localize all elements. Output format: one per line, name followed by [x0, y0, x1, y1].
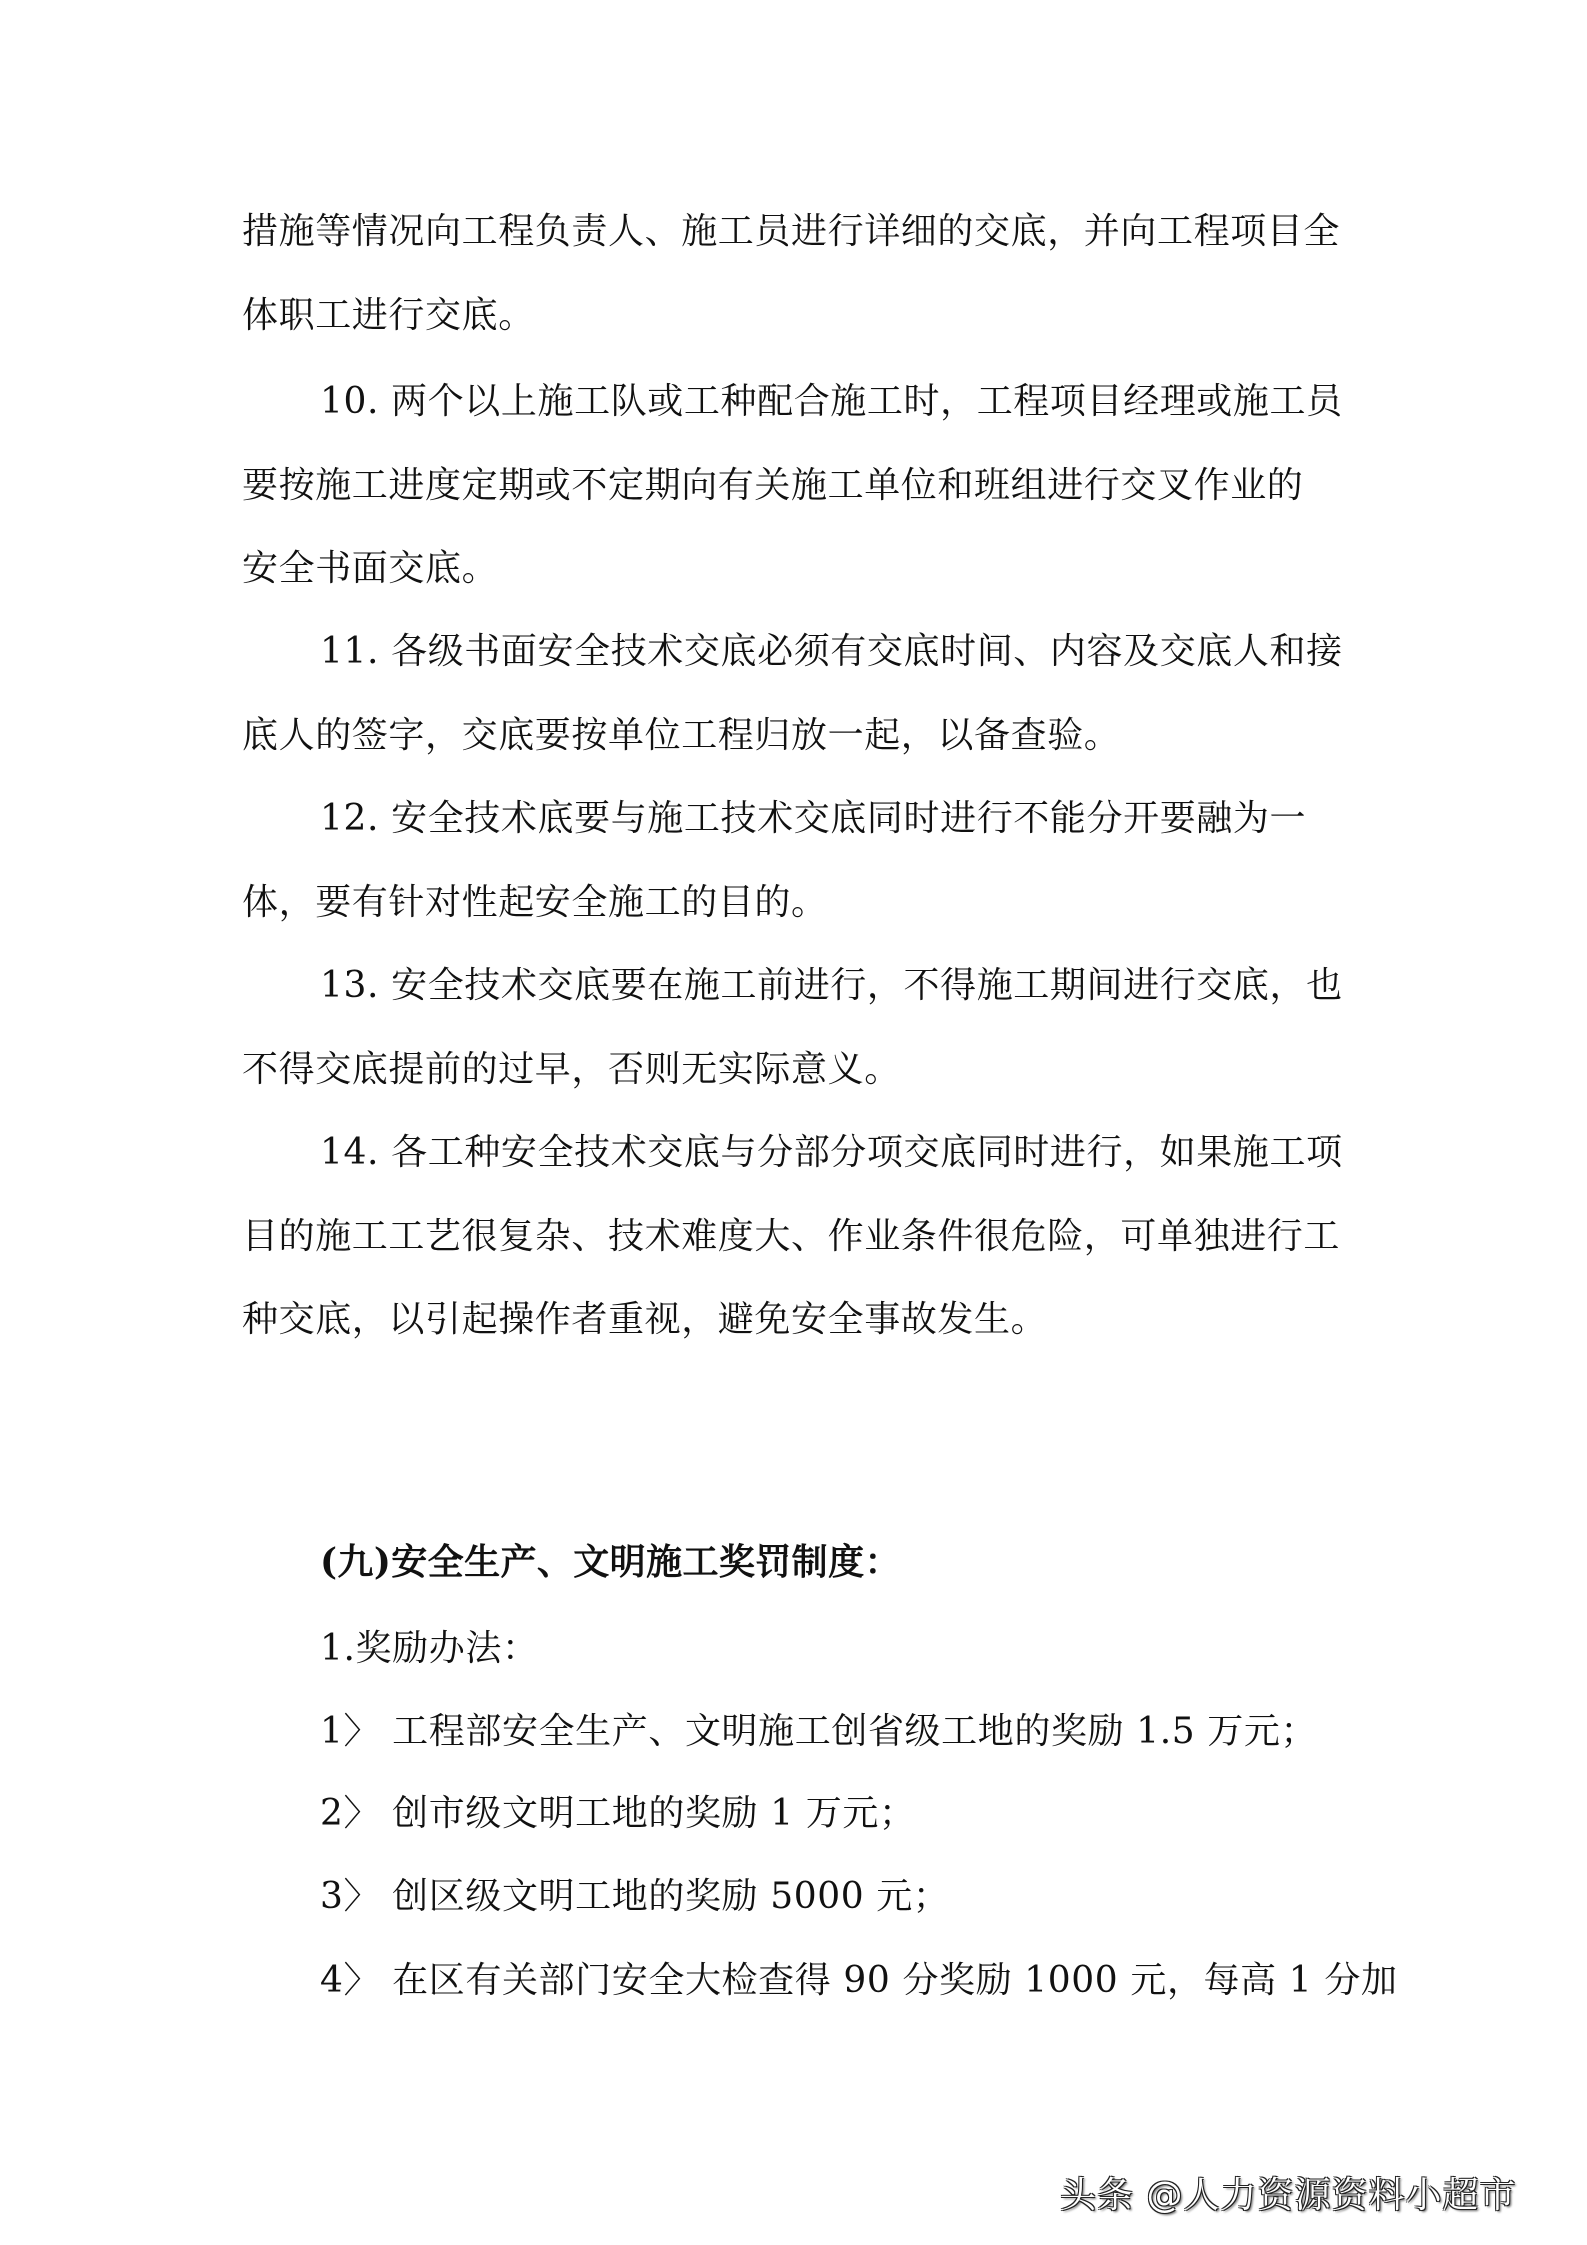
reward-item-4: 4〉 在区有关部门安全大检查得 90 分奖励 1000 元，每高 1 分加 — [320, 1960, 1398, 2001]
watermark-label: 头条 @人力资源资料小超市 — [1060, 2175, 1517, 2216]
clause-11: 11. 各级书面安全技术交底必须有交底时间、内容及交底人和接 — [320, 631, 1343, 672]
body-line: 体职工进行交底。 — [242, 295, 535, 336]
clause-14: 14. 各工种安全技术交底与分部分项交底同时进行，如果施工项 — [320, 1132, 1343, 1173]
body-line: 措施等情况向工程负责人、施工员进行详细的交底，并向工程项目全 — [242, 211, 1341, 252]
reward-item-3: 3〉 创区级文明工地的奖励 5000 元； — [320, 1876, 950, 1917]
section-subheading: 1.奖励办法： — [320, 1628, 539, 1669]
clause-12: 12. 安全技术底要与施工技术交底同时进行不能分开要融为一 — [320, 798, 1307, 839]
clause-13: 13. 安全技术交底要在施工前进行，不得施工期间进行交底，也 — [320, 965, 1343, 1006]
section-heading: (九)安全生产、文明施工奖罚制度： — [320, 1541, 901, 1583]
clause-10: 10. 两个以上施工队或工种配合施工时，工程项目经理或施工员 — [320, 381, 1343, 422]
body-line: 种交底，以引起操作者重视，避免安全事故发生。 — [242, 1299, 1048, 1340]
reward-item-1: 1〉 工程部安全生产、文明施工创省级工地的奖励 1.5 万元； — [320, 1711, 1318, 1752]
body-line: 要按施工进度定期或不定期向有关施工单位和班组进行交叉作业的 — [242, 465, 1304, 506]
body-line: 不得交底提前的过早，否则无实际意义。 — [242, 1049, 901, 1090]
body-line: 底人的签字，交底要按单位工程归放一起，以备查验。 — [242, 715, 1121, 756]
body-line: 体，要有针对性起安全施工的目的。 — [242, 882, 828, 923]
body-line: 目的施工工艺很复杂、技术难度大、作业条件很危险，可单独进行工 — [242, 1216, 1341, 1257]
body-line: 安全书面交底。 — [242, 548, 499, 589]
reward-item-2: 2〉 创市级文明工地的奖励 1 万元； — [320, 1793, 916, 1834]
